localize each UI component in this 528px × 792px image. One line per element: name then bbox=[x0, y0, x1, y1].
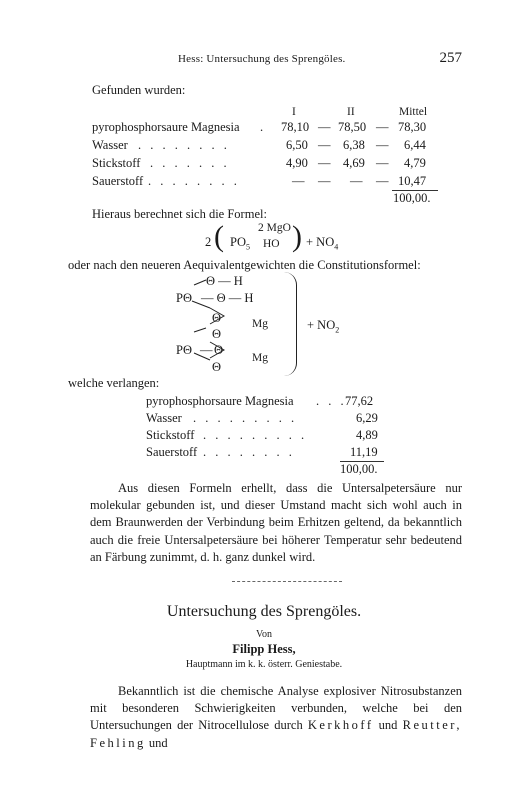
found-row-dots: . bbox=[260, 120, 264, 134]
found-row-i: — bbox=[292, 174, 305, 188]
found-row-i: 78,10 bbox=[281, 120, 310, 134]
const-line-2: — Θ — H bbox=[201, 291, 254, 305]
found-row-dash: — bbox=[376, 174, 389, 188]
required-row-dots: . . . . . . . . . bbox=[203, 428, 308, 442]
found-row-name: Sauerstoff bbox=[92, 174, 144, 188]
formula-close-paren: ) bbox=[292, 220, 302, 253]
found-row-ii: — bbox=[350, 174, 363, 188]
brace bbox=[284, 272, 297, 376]
found-row-dash: — bbox=[376, 138, 389, 152]
found-row-mean: 4,79 bbox=[404, 156, 426, 170]
found-label: Gefunden wurden: bbox=[92, 83, 186, 97]
paragraph-conclusion: Aus diesen Formeln erhellt, dass die Untersalpetersäure nur molekular gebunden ist, und dieser Umstand macht sich wohl auch in dem Braunwerden der Verbindung beim Erhitzen geltend, da bekanntlich auch die freie Untersalpetersäure bei höherer Temperatur sehr bedeutend an Färbung zunimmt, d. h. ganz dunkel wird. bbox=[90, 481, 462, 564]
required-intro: welche verlangen: bbox=[68, 376, 160, 390]
required-total: 100,00. bbox=[340, 462, 378, 476]
found-total: 100,00. bbox=[393, 191, 431, 205]
formula-po5: $PO_5$ bbox=[230, 235, 250, 252]
const-line-1: Θ — H bbox=[206, 274, 243, 288]
const-theta: Θ bbox=[214, 343, 224, 357]
found-row-dash: — bbox=[318, 174, 331, 188]
required-row-name: pyrophosphorsaure Magnesia bbox=[146, 394, 294, 408]
article-affiliation: Hauptmann im k. k. österr. Geniestabe. bbox=[185, 659, 343, 670]
const-dash: — bbox=[200, 343, 213, 357]
author-name: Fehling bbox=[90, 735, 146, 750]
required-row-dots: . . . . . . . . . bbox=[193, 411, 298, 425]
formula-coefficient: 2 bbox=[205, 235, 212, 249]
required-row-value: 6,29 bbox=[356, 411, 378, 425]
const-po-2: PΘ bbox=[176, 343, 192, 357]
required-row-name: Stickstoff bbox=[146, 428, 195, 442]
const-theta: Θ bbox=[212, 327, 222, 341]
const-theta: Θ bbox=[212, 311, 222, 325]
formula-denominator: HO bbox=[263, 238, 280, 250]
article-von: Von bbox=[256, 629, 272, 640]
found-row-mean: 6,44 bbox=[404, 138, 426, 152]
required-row-dots: . . . bbox=[316, 394, 347, 408]
section-divider bbox=[232, 581, 342, 582]
found-row-mean: 10,47 bbox=[398, 174, 427, 188]
found-row-ii: 78,50 bbox=[338, 120, 367, 134]
paragraph-introduction: Bekanntlich ist die chemische Analyse explosiver Nitrosubstanzen mit besonderen Schwierigkeiten verbunden, welche bei den Untersuchungen der Nitrocellulose durch Kerkhoff und Reutter, Fehling und bbox=[90, 684, 463, 750]
found-row-ii: 6,38 bbox=[343, 138, 365, 152]
found-row-name: pyrophosphorsaure Magnesia bbox=[92, 120, 240, 134]
const-theta: Θ bbox=[212, 360, 222, 374]
found-row-i: 6,50 bbox=[286, 138, 308, 152]
formula-intro: Hieraus berechnet sich die Formel: bbox=[92, 207, 267, 221]
col-header-mean: Mittel bbox=[399, 106, 428, 118]
found-row-mean: 78,30 bbox=[398, 120, 427, 134]
found-row-dots: . . . . . . . . bbox=[138, 138, 230, 152]
found-row-name: Stickstoff bbox=[92, 156, 141, 170]
required-row-name: Wasser bbox=[146, 411, 182, 425]
const-mg-1: Mg bbox=[252, 318, 268, 330]
formula-no4: + $NO_4$ bbox=[306, 235, 339, 252]
required-row-name: Sauerstoff bbox=[146, 445, 198, 459]
required-row-dots: . . . . . . . . bbox=[203, 445, 295, 459]
author-name: Kerkhoff bbox=[307, 718, 374, 733]
article-author: Filipp Hess, bbox=[232, 642, 296, 656]
page-number: 257 bbox=[439, 50, 462, 66]
found-row-dash: — bbox=[318, 156, 331, 170]
required-row-value: 11,19 bbox=[350, 445, 378, 459]
found-row-dash: — bbox=[318, 120, 331, 134]
const-mg-2: Mg bbox=[252, 352, 268, 364]
const-no2: + $NO_2$ bbox=[307, 318, 340, 335]
col-header-ii: II bbox=[347, 106, 355, 118]
required-row-value: 77,62 bbox=[345, 394, 374, 408]
found-row-dash: — bbox=[376, 120, 389, 134]
found-row-dots: . . . . . . . bbox=[150, 156, 230, 170]
found-row-ii: 4,69 bbox=[343, 156, 365, 170]
found-row-dash: — bbox=[376, 156, 389, 170]
formula-open-paren: ( bbox=[214, 220, 224, 253]
constitution-intro: oder nach den neueren Aequivalentgewichten die Constitutionsformel: bbox=[68, 258, 421, 272]
formula-numerator: 2 MgO bbox=[258, 222, 291, 234]
found-row-i: 4,90 bbox=[286, 156, 308, 170]
found-row-dots: . . . . . . . . bbox=[148, 174, 240, 188]
const-po-1: PΘ bbox=[176, 291, 192, 305]
required-row-value: 4,89 bbox=[356, 428, 378, 442]
article-title: Untersuchung des Sprengöles. bbox=[166, 603, 362, 620]
author-name: Reutter, bbox=[402, 718, 463, 733]
col-header-i: I bbox=[292, 106, 296, 118]
running-title: Hess: Untersuchung des Sprengöles. bbox=[178, 53, 346, 65]
found-row-name: Wasser bbox=[92, 138, 128, 152]
found-row-dash: — bbox=[318, 138, 331, 152]
